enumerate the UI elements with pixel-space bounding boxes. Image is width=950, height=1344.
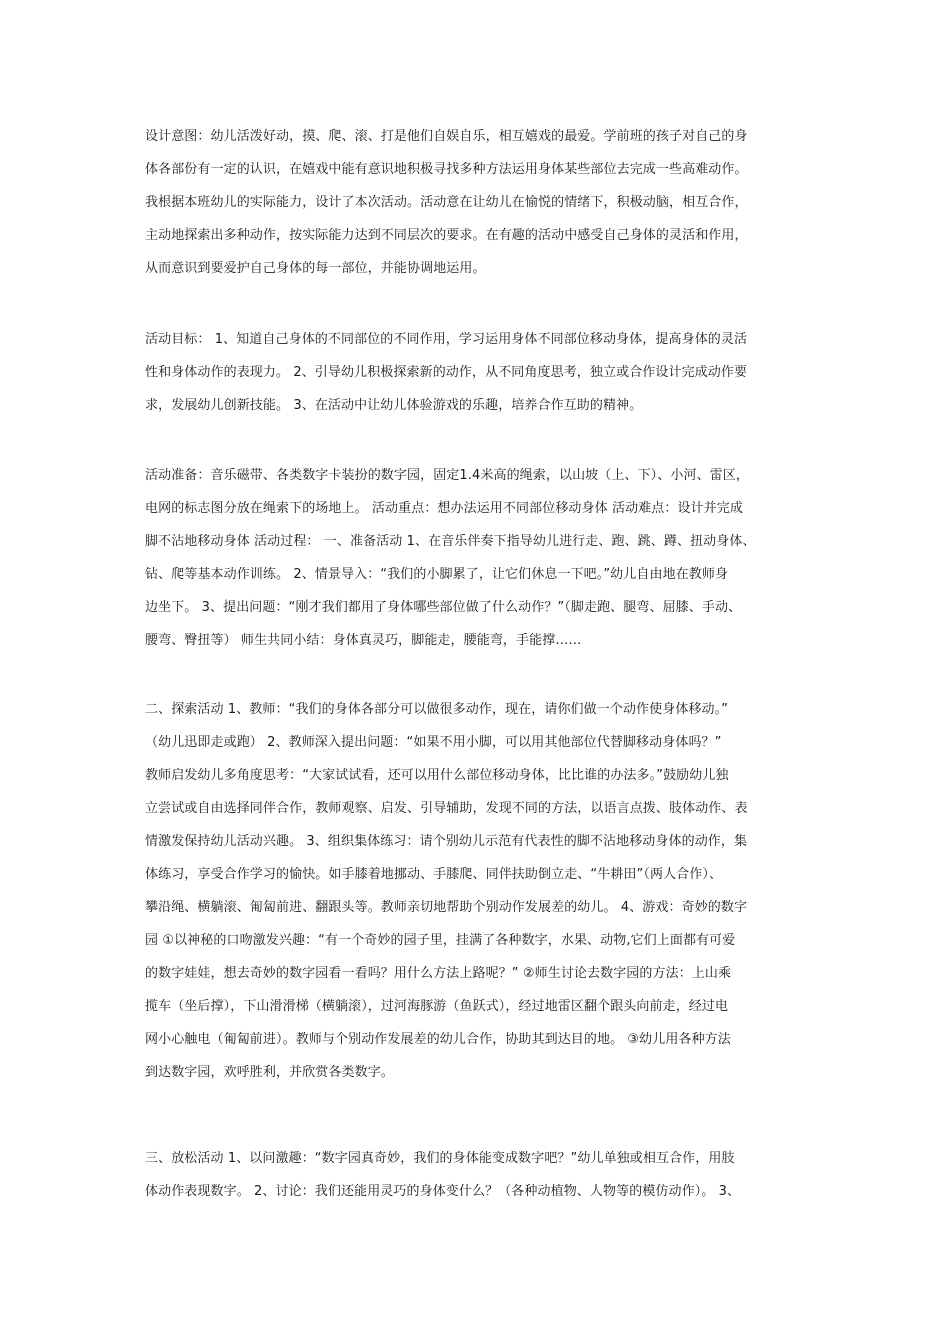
text-line: 钻、爬等基本动作训练。 2、情景导入：“我们的小脚累了，让它们休息一下吧。”幼儿自由地在教师身 xyxy=(145,567,729,582)
text-line: 攀沿绳、横躺滚、匍匐前进、翻跟头等。教师亲切地帮助个别动作发展差的幼儿。 4、游戏：奇妙的数字 xyxy=(145,900,748,915)
text-line: （幼儿迅即走或跑） 2、教师深入提出问题：“如果不用小脚，可以用其他部位代替脚移动身体吗？” xyxy=(145,735,722,750)
text-line: 腰弯、臀扭等） 师生共同小结：身体真灵巧，脚能走，腰能弯，手能撑…… xyxy=(145,633,582,648)
text-line: 边坐下。 3、提出问题：“刚才我们都用了身体哪些部位做了什么动作？”（脚走跑、腿弯、屈膝、手动、 xyxy=(145,600,742,615)
text-line: 设计意图：幼儿活泼好动，摸、爬、滚、打是他们自娱自乐，相互嬉戏的最爱。学前班的孩子对自己的身 xyxy=(145,129,748,144)
text-line: 网小心触电（匍匐前进）。教师与个别动作发展差的幼儿合作，协助其到达目的地。 ③幼儿用各种方法 xyxy=(145,1032,731,1047)
text-line: 脚不沾地移动身体 活动过程： 一、准备活动 1、在音乐伴奏下指导幼儿进行走、跑、跳、蹲、扭动身体、 xyxy=(145,534,756,549)
text-line: 求，发展幼儿创新技能。 3、在活动中让幼儿体验游戏的乐趣，培养合作互助的精神。 xyxy=(145,398,643,413)
text-line: 到达数字园，欢呼胜利，并欣赏各类数字。 xyxy=(145,1065,394,1080)
text-line: 情激发保持幼儿活动兴趣。 3、组织集体练习：请个别幼儿示范有代表性的脚不沾地移动身体的动作，集 xyxy=(145,834,748,849)
text-line: 体练习，享受合作学习的愉快。如手膝着地挪动、手膝爬、同伴扶助倒立走、“牛耕田”（两人合作）、 xyxy=(145,867,723,882)
text-line: 揽车（坐后撑），下山滑滑梯（横躺滚），过河海豚游（鱼跃式），经过地雷区翻个跟头向前走，经过电 xyxy=(145,999,729,1014)
paragraph-exploration-activity xyxy=(145,693,815,1089)
text-line: 的数字娃娃，想去奇妙的数字园看一看吗？用什么方法上路呢？” ②师生讨论去数字园的方法：上山乘 xyxy=(145,966,732,981)
text-line: 园 ①以神秘的口吻激发兴趣：“有一个奇妙的园子里，挂满了各种数字，水果、动物,它们上面都有可爱 xyxy=(145,933,736,948)
text-line: 性和身体动作的表现力。 2、引导幼儿积极探索新的动作，从不同角度思考，独立或合作设计完成动作要 xyxy=(145,365,748,380)
text-line: 活动准备：音乐磁带、各类数字卡装扮的数字园，固定1.4米高的绳索，以山坡（上、下）、小河、雷区， xyxy=(145,468,749,483)
text-line: 三、放松活动 1、以问激趣：“数字园真奇妙，我们的身体能变成数字吧？”幼儿单独或相互合作，用肢 xyxy=(145,1151,735,1166)
text-line: 教师启发幼儿多角度思考：“大家试试看，还可以用什么部位移动身体，比比谁的办法多。”鼓励幼儿独 xyxy=(145,768,729,783)
text-line: 电网的标志图分放在绳索下的场地上。 活动重点：想办法运用不同部位移动身体 活动难点：设计并完成 xyxy=(145,501,743,516)
text-line: 从而意识到要爱护自己身体的每一部位，并能协调地运用。 xyxy=(145,261,486,276)
text-line: 我根据本班幼儿的实际能力，设计了本次活动。活动意在让幼儿在愉悦的情绪下，积极动脑，相互合作， xyxy=(145,195,748,210)
paragraph-relaxation-activity xyxy=(145,1142,815,1208)
text-line: 主动地探索出多种动作，按实际能力达到不同层次的要求。在有趣的活动中感受自己身体的灵活和作用， xyxy=(145,228,748,243)
paragraph-activity-preparation xyxy=(145,459,815,657)
paragraph-design-intent xyxy=(145,120,815,285)
text-line: 体各部份有一定的认识，在嬉戏中能有意识地积极寻找多种方法运用身体某些部位去完成一些高难动作。 xyxy=(145,162,748,177)
text-line: 立尝试或自由选择同伴合作，教师观察、启发、引导辅助，发现不同的方法，以语言点拨、肢体动作、表 xyxy=(145,801,748,816)
text-line: 二、探索活动 1、教师：“我们的身体各部分可以做很多动作，现在，请你们做一个动作使身体移动。” xyxy=(145,702,729,717)
text-line: 活动目标： 1、知道自己身体的不同部位的不同作用，学习运用身体不同部位移动身体，提高身体的灵活 xyxy=(145,332,748,347)
text-line: 体动作表现数字。 2、讨论：我们还能用灵巧的身体变什么？（各种动植物、人物等的模仿动作）。 3、 xyxy=(145,1184,741,1199)
paragraph-activity-goals xyxy=(145,323,815,422)
